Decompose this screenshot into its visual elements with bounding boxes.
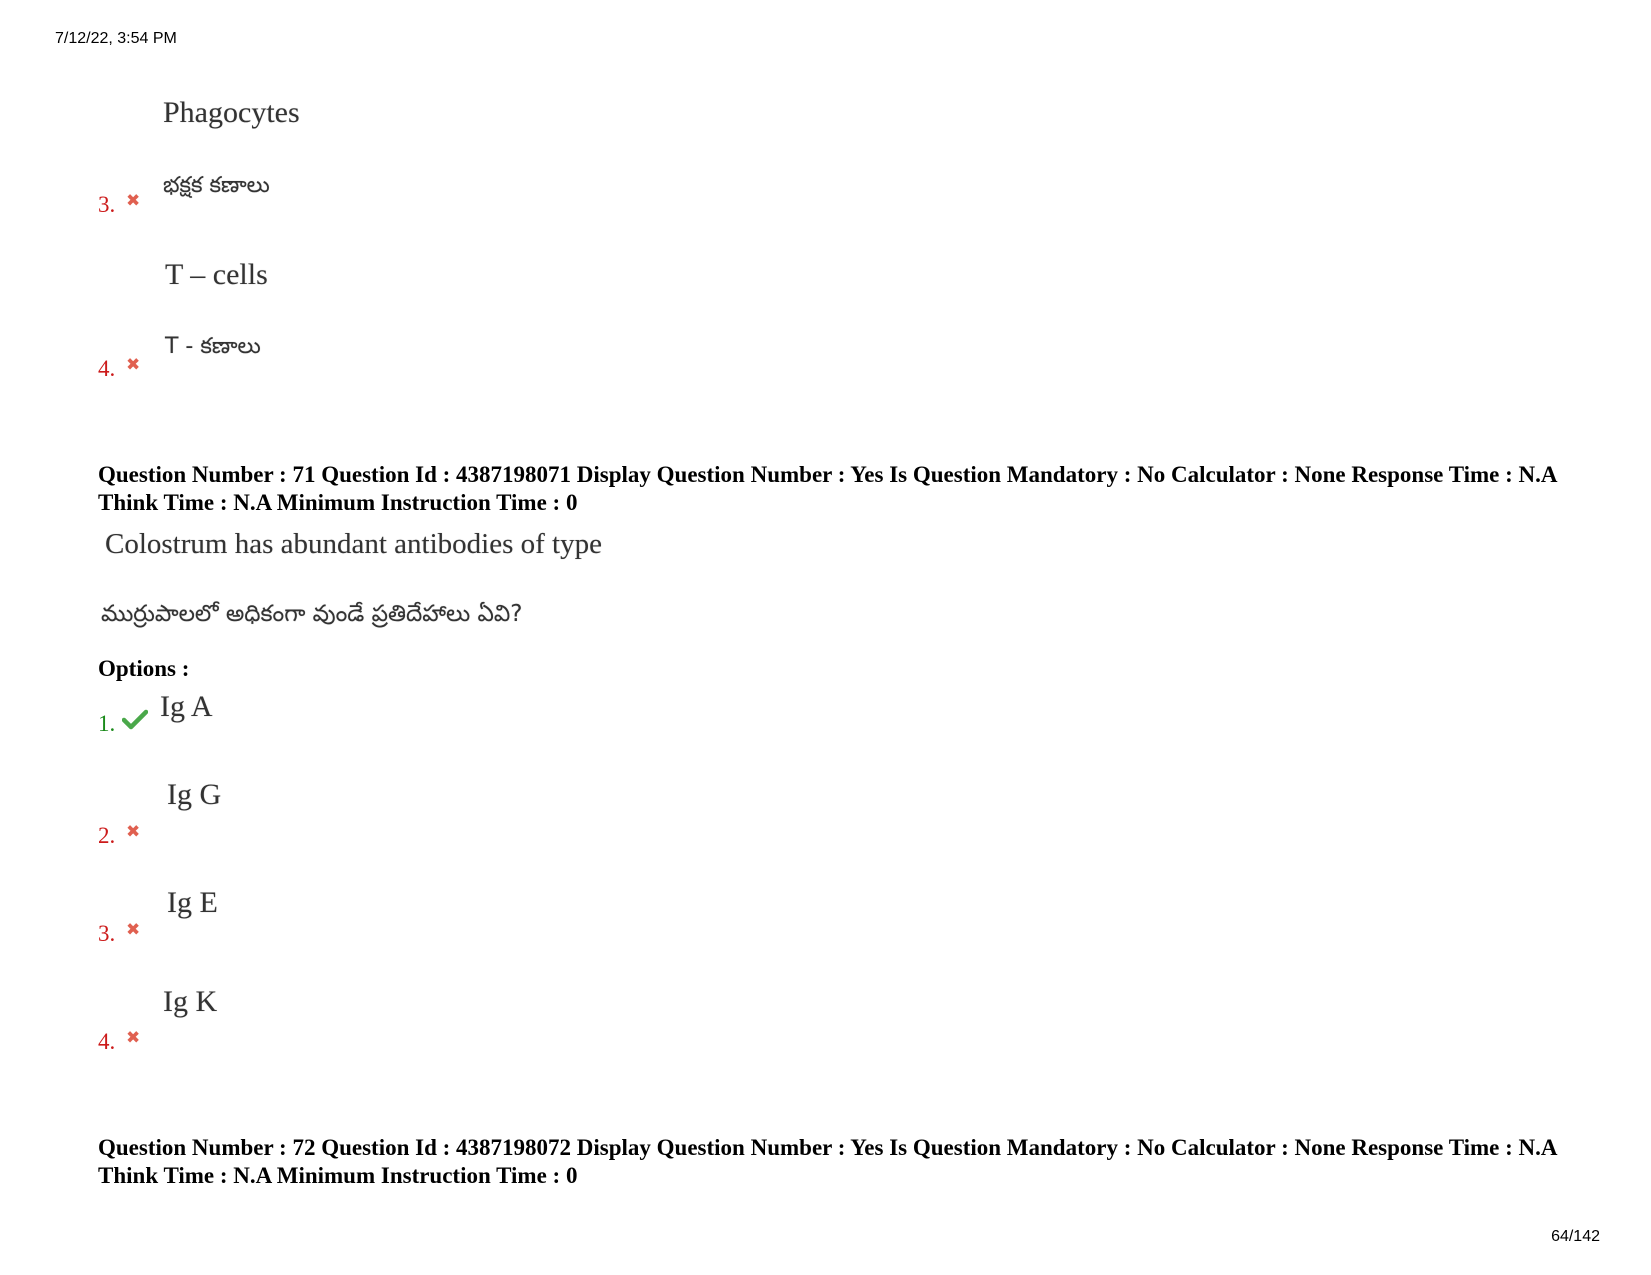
option-2-number: 2. xyxy=(98,823,116,848)
wrong-cross-icon: ✖ xyxy=(126,822,141,842)
option-1-text: Ig A xyxy=(160,690,213,723)
option-4-image-text-te: T - కణాలు xyxy=(165,334,261,359)
question-71-text-en: Colostrum has abundant antibodies of type xyxy=(105,528,602,560)
option-3-text: Ig E xyxy=(167,886,218,919)
options-label: Options : xyxy=(98,656,190,681)
option-3-number: 3. xyxy=(98,192,116,217)
page-number: 64/142 xyxy=(1551,1228,1600,1245)
option-4-number: 4. xyxy=(98,356,116,381)
option-2-text: Ig G xyxy=(167,778,222,811)
correct-check-icon xyxy=(122,708,148,730)
wrong-cross-icon: ✖ xyxy=(126,191,141,211)
wrong-cross-icon: ✖ xyxy=(126,1028,141,1048)
wrong-cross-icon: ✖ xyxy=(126,355,141,375)
question-72-meta: Question Number : 72 Question Id : 4387198072 Display Question Number : Yes Is Question Mandatory : No Calculator : None Response Time : N.A Think Time : N.A Minimum Instruction Time : 0 xyxy=(98,1135,1557,1188)
option-4-text: Ig K xyxy=(163,985,218,1018)
option-1-number: 1. xyxy=(98,711,116,736)
option-3-number: 3. xyxy=(98,921,116,946)
question-71-meta: Question Number : 71 Question Id : 4387198071 Display Question Number : Yes Is Question Mandatory : No Calculator : None Response Time : N.A Think Time : N.A Minimum Instruction Time : 0 xyxy=(98,462,1557,515)
wrong-cross-icon: ✖ xyxy=(126,920,141,940)
question-71-text-te: ముర్రుపాలలో అధికంగా వుండే ప్రతిదేహాలు ఏవి? xyxy=(101,601,523,627)
option-3-image-text-te: భక్షక కణాలు xyxy=(163,173,270,198)
option-3-image-text-en: Phagocytes xyxy=(163,96,300,129)
option-4-number: 4. xyxy=(98,1029,116,1054)
option-4-image-text-en: T – cells xyxy=(165,258,268,291)
print-timestamp: 7/12/22, 3:54 PM xyxy=(55,30,177,47)
